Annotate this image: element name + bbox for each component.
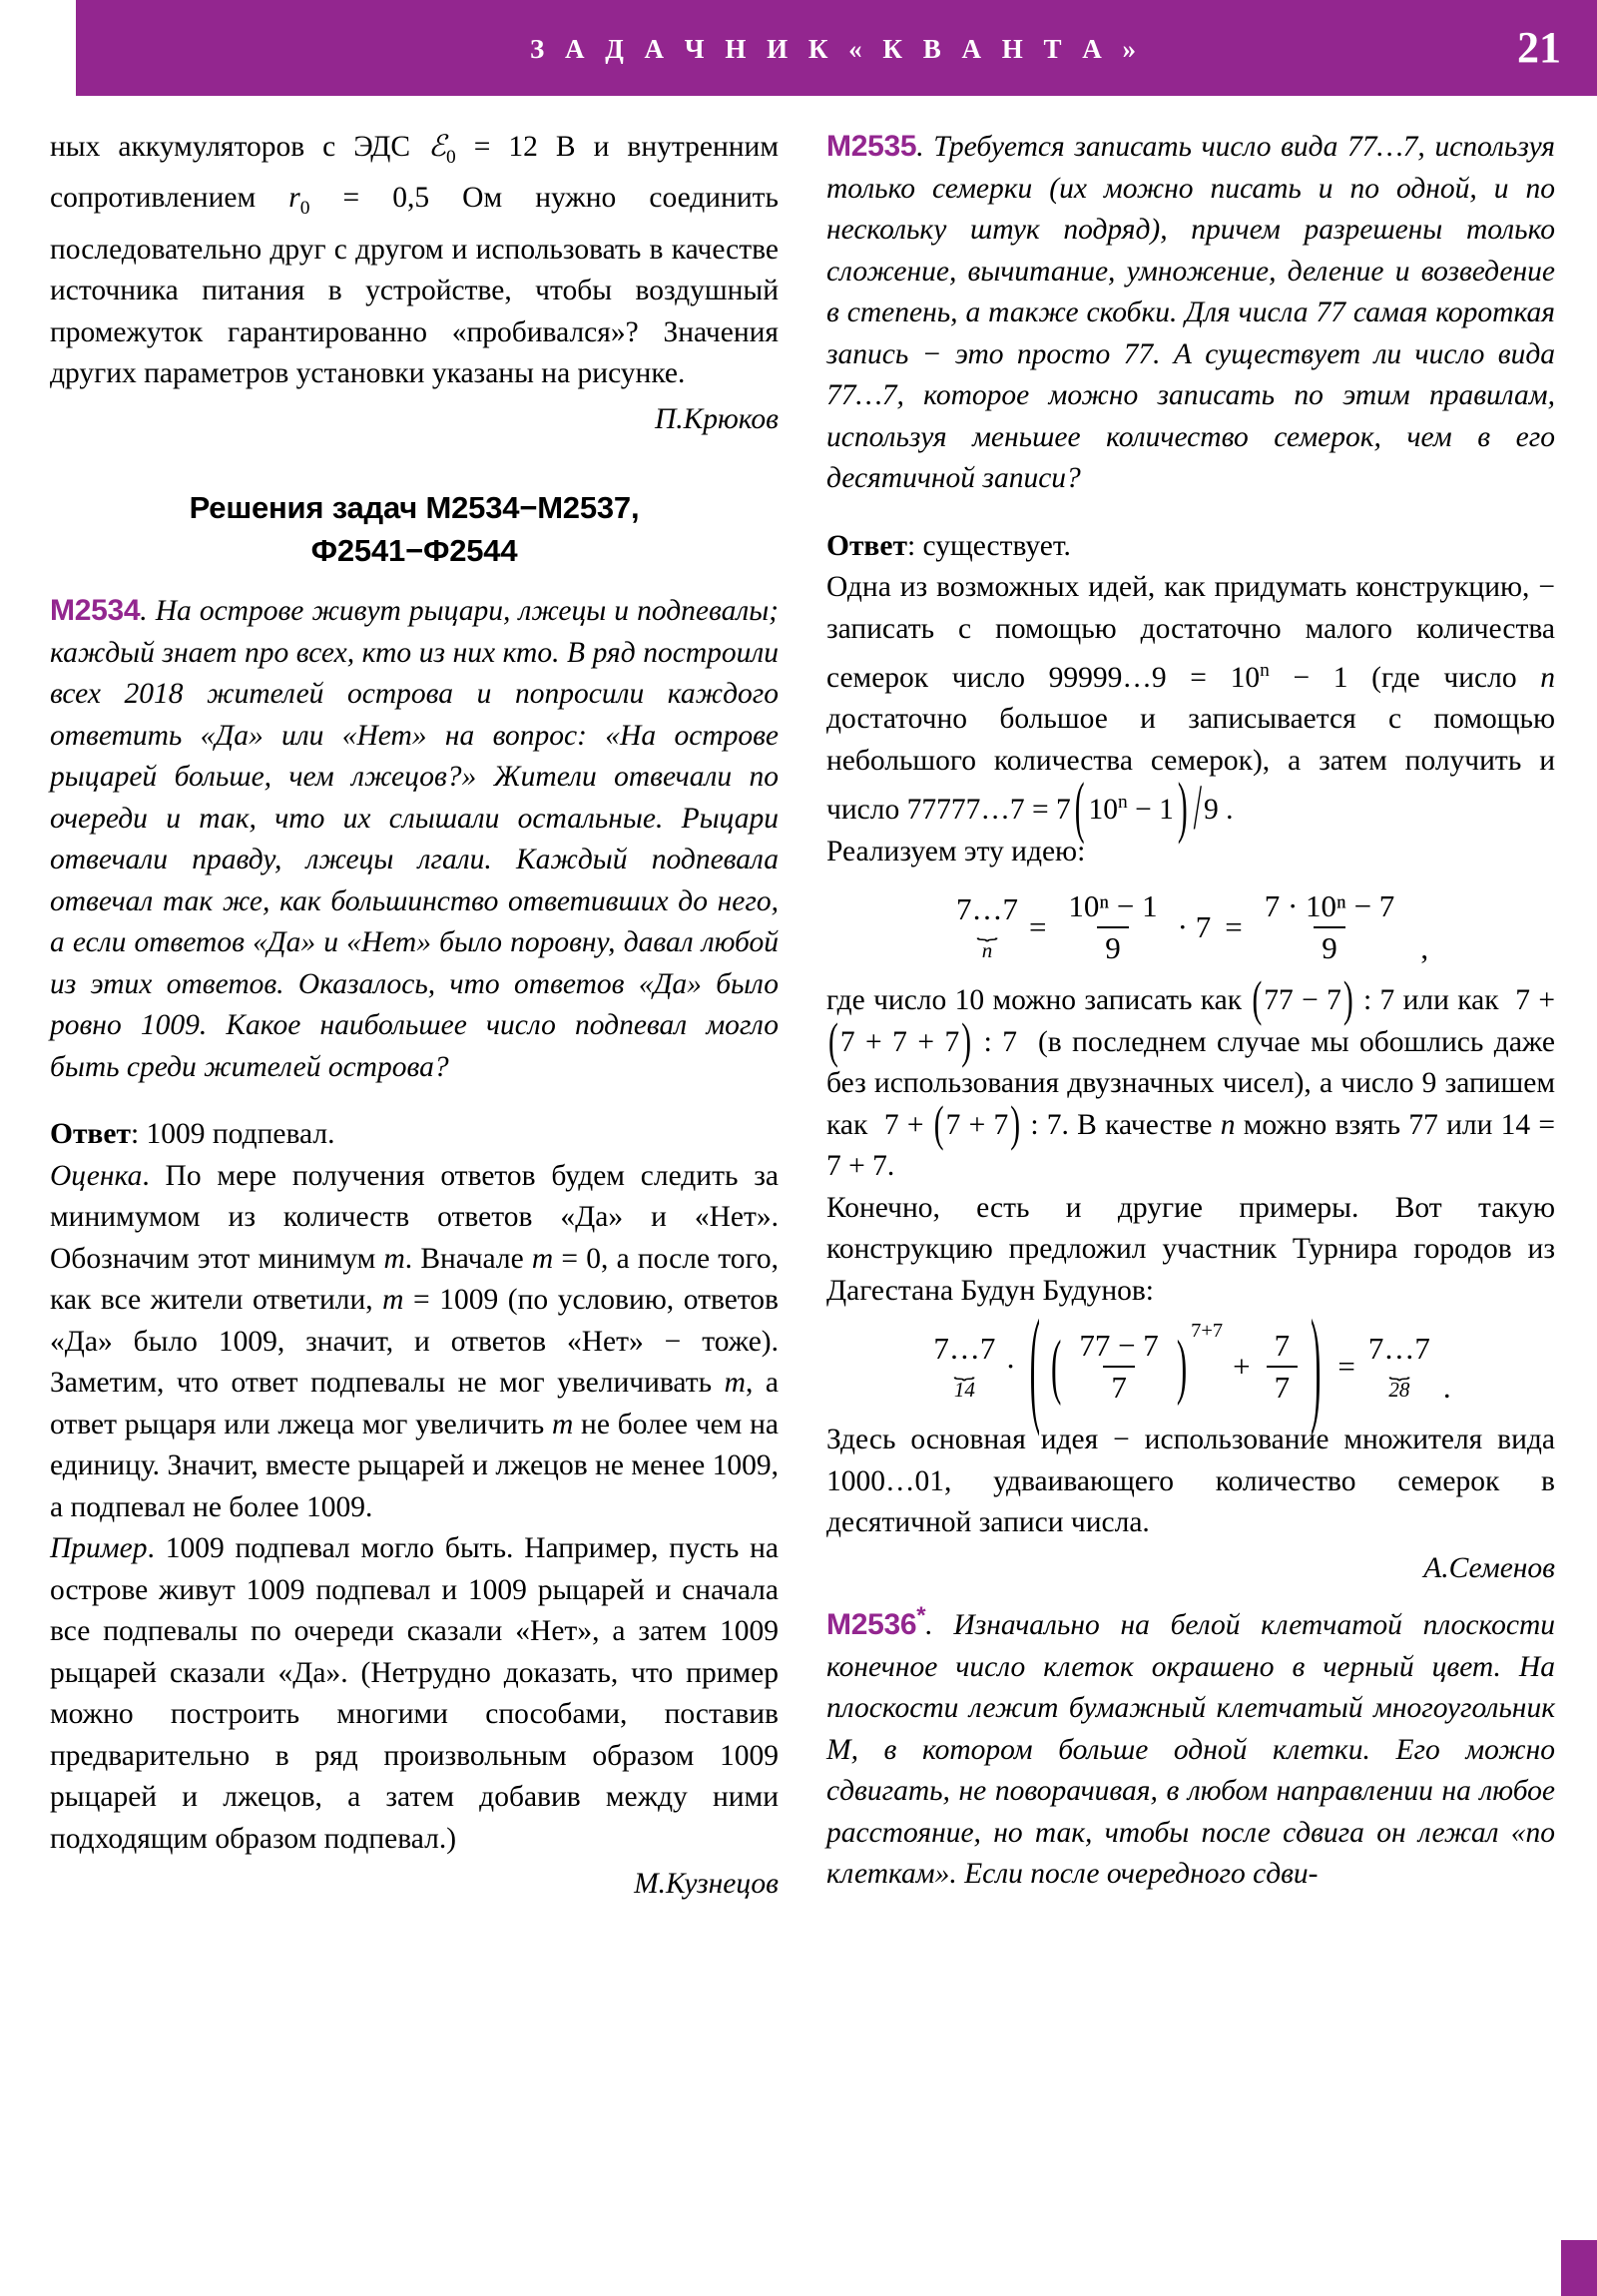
m2535-idea-paragraph: Одна из возможных идей, как придумать конструкцию, − записать с помощью достаточно малого количества семерок число 99999…9 = $10^n - 1$ (где число n достаточно большое и записывается с помощью небольшого количества семерок), а затем получить и число 77777…7 = 7 ( $10^n - 1$ ) /9 . bbox=[826, 571, 1555, 847]
formula1-trailing-comma: , bbox=[1420, 930, 1429, 966]
problem-id-m2534: M2534 bbox=[50, 594, 141, 628]
problem-id-sep-m2536: . bbox=[925, 1609, 933, 1642]
continued-physics-paragraph: ных аккумуляторов с ЭДС ℰ$_0$ = 12 В и внутренним сопротивлением $r_0 = 0,5$ Ом нужно соединить последовательно друг с другом и использовать в качестве источника питания в устройстве, чтобы воздушный промежуток гарантированно «пробивался»? Значения других параметров установки указаны на рисунке. bbox=[50, 129, 779, 390]
m2535-after-formula: где число 10 можно записать как (77 − 7) : 7 или как 7 + (7 + 7 + 7) : 7 (в последнем случае мы обошлись даже без использования двузначных чисел), а число 9 запишем как 7 + (7 + 7) : 7. В качестве n можно взять 77 или 14 = 7 + 7. bbox=[826, 972, 1556, 1183]
page-edge-tab bbox=[1561, 2240, 1597, 2296]
formula2-exponent: 7+7 bbox=[1191, 1320, 1224, 1343]
underbrace-28-digits: 7…7 bbox=[1367, 1330, 1430, 1366]
solutions-section-heading bbox=[50, 486, 779, 572]
underbrace-n bbox=[955, 890, 1018, 963]
formula2-frac2-numerator: 7 bbox=[1274, 1328, 1291, 1364]
formula2-frac1-denominator: 7 bbox=[1103, 1366, 1135, 1406]
underbrace-14-label: 14 bbox=[953, 1378, 975, 1403]
formula-m2535-budunov bbox=[826, 1291, 1555, 1438]
formula2-outer-paren-open: ( bbox=[1029, 1291, 1040, 1438]
formula-m2535-main bbox=[826, 888, 1555, 966]
formula2-trailing-period: . bbox=[1442, 1370, 1451, 1406]
formula2-fraction-1 bbox=[1071, 1328, 1166, 1406]
formula2-inner-paren-open: ( bbox=[1051, 1324, 1062, 1408]
problem-m2534-text: На острове живут рыцари, лжецы и подпевалы; каждый знает про всех, кто из них кто. В ряд построили всех 2018 жителей острова и попросили каждого ответить «Да» или «Нет» на вопрос: «На острове рыцарей больше, чем лжецов?» Жители отвечали по очереди и так, что их слышали остальные. Рыцари отвечали правду, лжецы лгали. Каждый подпевала отвечал так же, как большинство ответивших до него, а если ответов «Да» и «Нет» было поровну, давал любой из этих ответов. Оказалось, что ответов «Да» было ровно 1009. Какое наибольшее число подпевал могло быть среди жителей острова? bbox=[50, 595, 779, 1083]
example-label-m2534: Пример bbox=[50, 1532, 148, 1565]
estimate-label-m2534: Оценка bbox=[50, 1159, 143, 1192]
problem-m2535-statement bbox=[826, 126, 1555, 500]
problem-id-m2536 bbox=[826, 1602, 926, 1642]
m2534-example bbox=[50, 1528, 779, 1860]
problem-m2536-text: Изначально на белой клетчатой плоскости конечное число клеток окрашено в черный цвет. На плоскости лежит бумажный клетчатый многоугольник М, в котором больше одной клетки. Его можно сдвигать, не поворачивая, в любом направлении на любое расстояние, но так, чтобы после сдвига он лежал «по клеткам». Если после очередного сдви- bbox=[826, 1609, 1556, 1891]
left-column bbox=[50, 126, 779, 1906]
formula1-times-seven: · 7 bbox=[1177, 909, 1212, 945]
underbrace-14-glyph: ⏟ bbox=[953, 1361, 976, 1381]
formula1-frac1-numerator: 10ⁿ − 1 bbox=[1068, 888, 1158, 924]
estimate-text-m2534: . По мере получения ответов будем следить за минимумом из количеств ответов «Да» и «Нет». Обозначим этот минимум m. Вначале m = 0, а после того, как все жители ответили, m = 1009 (по условию, ответов «Да» было 1009, значит, и ответов «Нет» − тоже). Заметим, что ответ подпевалы не мог увеличивать m, а ответ рыцаря или лжеца мог увеличить m не более чем на единицу. Значит, вместе рыцарей и лжецов не менее 1009, а подпевал не более 1009. bbox=[50, 1159, 780, 1523]
formula2-fraction-2 bbox=[1267, 1328, 1299, 1406]
underbrace-n-label: n bbox=[981, 938, 993, 963]
underbrace-28 bbox=[1367, 1330, 1430, 1403]
underbrace-n-digits: 7…7 bbox=[955, 890, 1018, 926]
underbrace-28-label: 28 bbox=[1388, 1378, 1410, 1403]
problem-id-sep-m2534: . bbox=[140, 595, 148, 628]
formula2-frac2-denominator: 7 bbox=[1267, 1366, 1299, 1406]
right-column bbox=[826, 126, 1555, 1896]
formula2-inner-paren-close: ) bbox=[1176, 1324, 1188, 1408]
solutions-heading-line1: Решения задач М2534−М2537, bbox=[189, 490, 640, 526]
answer-label-m2535: Ответ bbox=[826, 529, 907, 562]
formula1-equals-1: = bbox=[1028, 909, 1047, 945]
m2535-realize-line: Реализуем эту идею: bbox=[826, 835, 1086, 867]
problem-m2534-statement bbox=[50, 590, 779, 1088]
page-number: 21 bbox=[1517, 23, 1561, 72]
underbrace-14 bbox=[933, 1330, 996, 1403]
page-header-band bbox=[76, 0, 1597, 96]
m2534-estimate bbox=[50, 1156, 779, 1529]
problem-id-sep-m2535: . bbox=[916, 131, 924, 163]
formula1-frac2-denominator: 9 bbox=[1314, 926, 1345, 966]
answer-text-m2534: : 1009 подпевал. bbox=[130, 1118, 335, 1151]
formula1-frac2-numerator: 7 · 10ⁿ − 7 bbox=[1264, 888, 1395, 924]
formula2-frac1-numerator: 77 − 7 bbox=[1079, 1328, 1159, 1364]
m2535-answer bbox=[826, 526, 1555, 568]
byline-semenov: А.Семенов bbox=[1423, 1551, 1555, 1584]
problem-m2535-text: Требуется записать число вида 77…7, используя только семерки (их можно писать и по одной, и по нескольку штук подряд), причем разрешены только сложение, вычитание, умножение, деление и возведение в степень, а также скобки. Для числа 77 самая короткая запись − это просто 77. А существует ли число вида 77…7, которое можно записать по этим правилам, используя меньшее количество семерок, чем в его десятичной записи? bbox=[826, 131, 1556, 494]
formula2-equals: = bbox=[1337, 1349, 1355, 1385]
underbrace-14-digits: 7…7 bbox=[933, 1330, 996, 1366]
example-text-m2534: . 1009 подпевал могло быть. Например, пусть на острове живут 1009 подпевал и 1009 рыцарей и сначала все подпевалы по очереди сказали «Нет», а затем 1009 рыцарей сказали «Да». (Нетрудно доказать, что пример можно построить многими способами, поставив предварительно в ряд произвольным образом 1009 рыцарей и лжецов, а затем добавив между ними подходящим образом подпевал.) bbox=[50, 1532, 779, 1855]
answer-text-m2535: : существует. bbox=[906, 529, 1071, 562]
answer-label-m2534: Ответ bbox=[50, 1118, 131, 1151]
byline-kuznetsov: М.Кузнецов bbox=[634, 1868, 779, 1901]
formula1-frac1-denominator: 9 bbox=[1097, 926, 1129, 966]
byline-krukov: П.Крюков bbox=[654, 402, 779, 435]
problem-id-m2536-star: * bbox=[916, 1602, 926, 1630]
page-header-title: З А Д А Ч Н И К « К В А Н Т А » bbox=[529, 34, 1144, 64]
solutions-heading-line2: Ф2541−Ф2544 bbox=[310, 533, 518, 569]
m2535-more-examples: Конечно, есть и другие примеры. Вот такую конструкцию предложил участник Турнира городов из Дагестана Будун Будунов: bbox=[826, 1191, 1555, 1307]
formula1-fraction-1 bbox=[1060, 888, 1165, 966]
formula2-plus: + bbox=[1233, 1349, 1251, 1385]
underbrace-n-glyph: ⏟ bbox=[976, 921, 998, 941]
problem-m2536-statement bbox=[826, 1595, 1555, 1896]
formula1-equals-2: = bbox=[1225, 909, 1243, 945]
formula2-dot: · bbox=[1005, 1349, 1016, 1385]
m2534-answer bbox=[50, 1114, 779, 1156]
underbrace-28-glyph: ⏟ bbox=[1388, 1361, 1410, 1381]
formula1-fraction-2 bbox=[1257, 888, 1403, 966]
problem-id-m2536-text: M2536 bbox=[826, 1608, 917, 1642]
problem-id-m2535: M2535 bbox=[826, 130, 917, 163]
m2535-closing: Здесь основная идея − использование множителя вида 1000…01, удваивающего количество семерок в десятичной записи числа. bbox=[826, 1424, 1555, 1539]
formula2-outer-paren-close: ) bbox=[1311, 1291, 1322, 1438]
